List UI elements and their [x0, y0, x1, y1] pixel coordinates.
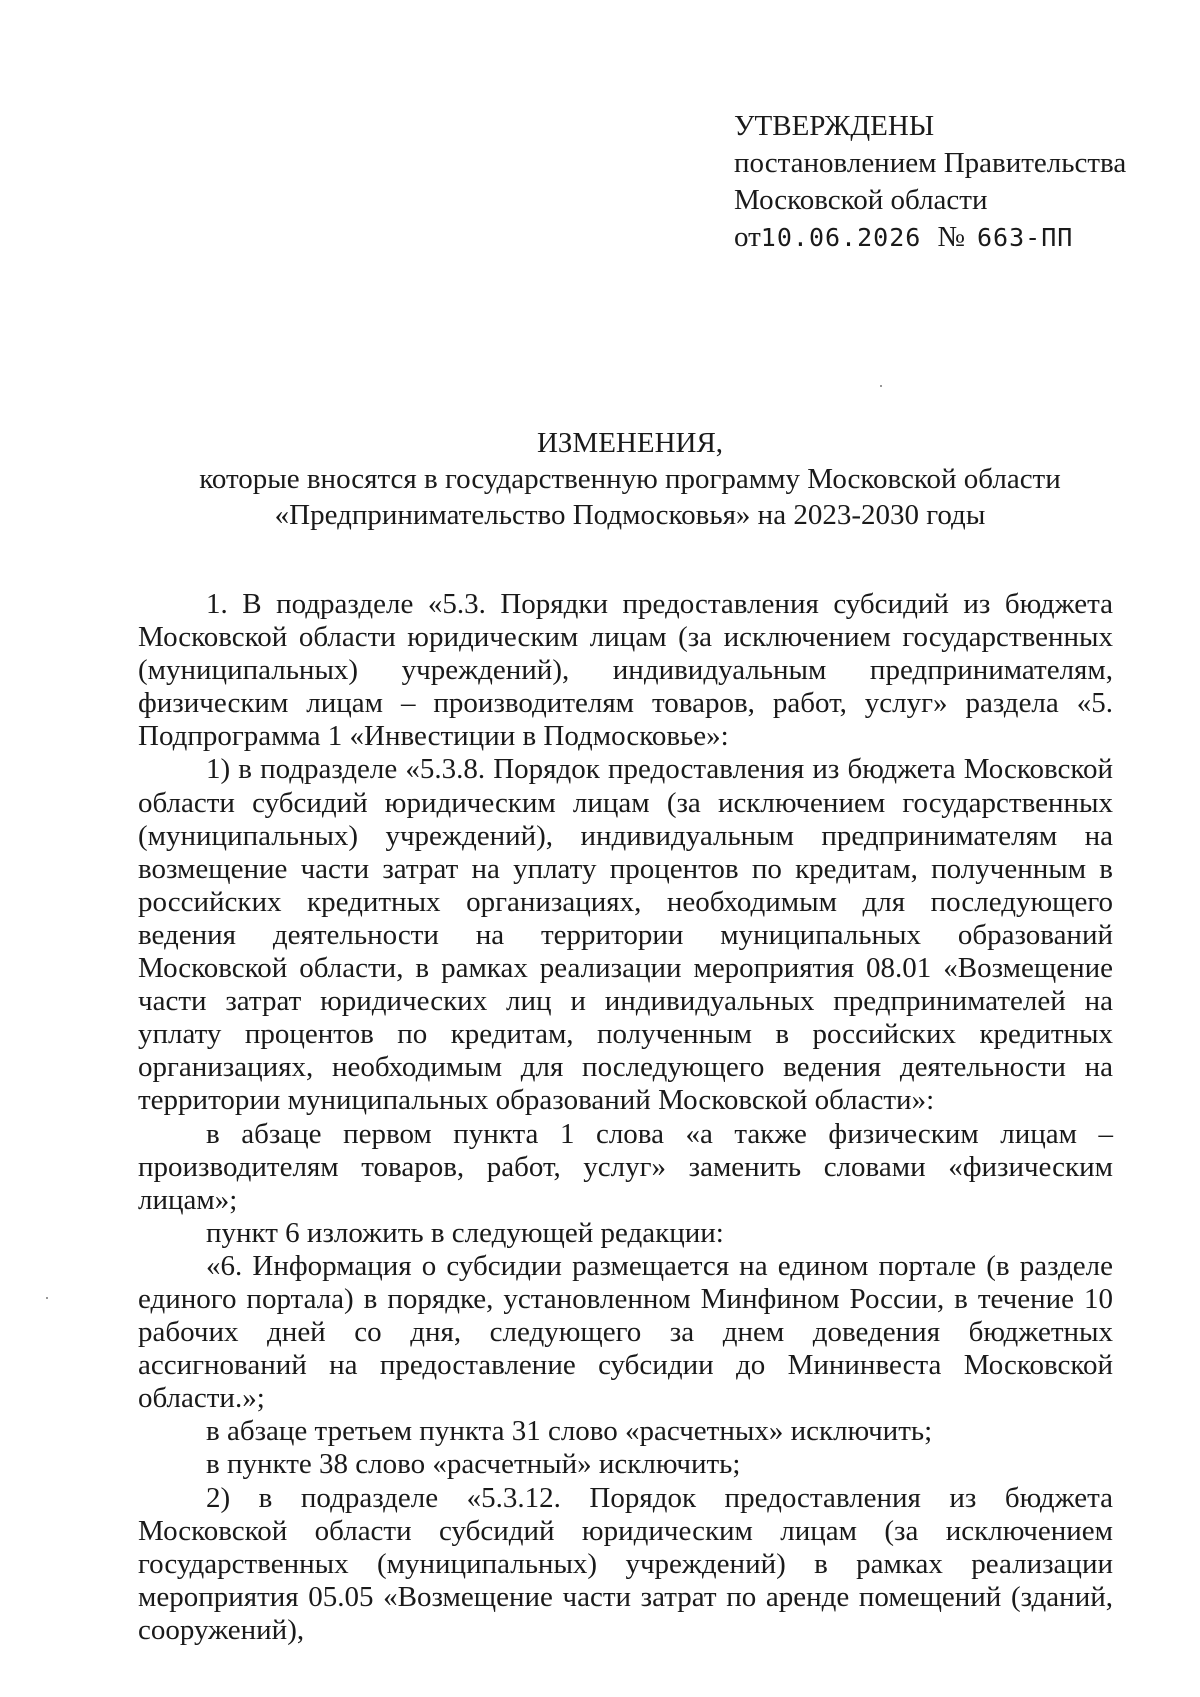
scan-speck	[46, 1297, 48, 1299]
approval-heading: УТВЕРЖДЕНЫ	[734, 110, 935, 142]
title-heading: ИЗМЕНЕНИЯ,	[536, 427, 724, 459]
approval-line-1: постановлением Правительства	[734, 147, 1127, 179]
title-line-1: которые вносятся в государственную программу Московской области	[199, 463, 1061, 495]
title-line-2: «Предпринимательство Подмосковья» на 2023-2030 годы	[274, 499, 986, 531]
paragraph-8: 2) в подразделе «5.3.12. Порядок предоставления из бюджета Московской области субсидий юридическим лицам (за исключением государственных (муниципальных) учреждений) в рамках реализации мероприятия 05.05 «Возмещение части затрат по аренде помещений (зданий, сооружений),	[138, 1481, 1113, 1646]
paragraph-2: 1) в подразделе «5.3.8. Порядок предоставления из бюджета Московской области субсидий юридическим лицам (за исключением государственных (муниципальных) учреждений), индивидуальным предпринимателям на возмещение части затрат на уплату процентов по кредитам, полученным в российских кредитных организациях, необходимым для последующего ведения деятельности на территории муниципальных образований Московской области, в рамках реализации мероприятия 08.01 «Возмещение части затрат юридических лиц и индивидуальных предпринимателей на уплату процентов по кредитам, полученным в российских кредитных организациях, необходимым для последующего ведения деятельности на территории муниципальных образований Московской области»:	[138, 753, 1113, 1117]
approval-stamp	[734, 108, 1154, 256]
document-title	[140, 425, 1120, 533]
paragraph-4: пункт 6 изложить в следующей редакции:	[206, 1216, 724, 1249]
approval-number: 663-ПП	[976, 223, 1074, 252]
scan-speck	[880, 385, 882, 387]
approval-line-2: Московской области	[734, 184, 988, 216]
paragraph-5: «6. Информация о субсидии размещается на едином портале (в разделе единого портала) в порядке, установленном Минфином России, в течение 10 рабочих дней со дня, следующего за днем доведения бюджетных ассигнований на предоставление субсидии до Мининвеста Московской области.»;	[138, 1249, 1113, 1415]
approval-date-number-line	[734, 219, 1154, 256]
paragraph-6: в абзаце третьем пункта 31 слово «расчетных» исключить;	[206, 1415, 933, 1448]
approval-date: 10.06.2026	[760, 223, 922, 252]
paragraph-1: 1. В подразделе «5.3. Порядки предоставления субсидий из бюджета Московской области юридическим лицам (за исключением государственных (муниципальных) учреждений), индивидуальным предпринимателям, физическим лицам – производителям товаров, работ, услуг» раздела «5. Подпрограмма 1 «Инвестиции в Подмосковье»:	[138, 588, 1113, 753]
paragraph-7: в пункте 38 слово «расчетный» исключить;	[206, 1448, 741, 1481]
document-body	[138, 588, 1113, 1647]
paragraph-3: в абзаце первом пункта 1 слова «а также физическим лицам – производителям товаров, работ, услуг» заменить словами «физическим лицам»;	[138, 1117, 1113, 1216]
approval-number-sign: №	[937, 221, 965, 253]
approval-date-prefix: от	[734, 221, 761, 253]
